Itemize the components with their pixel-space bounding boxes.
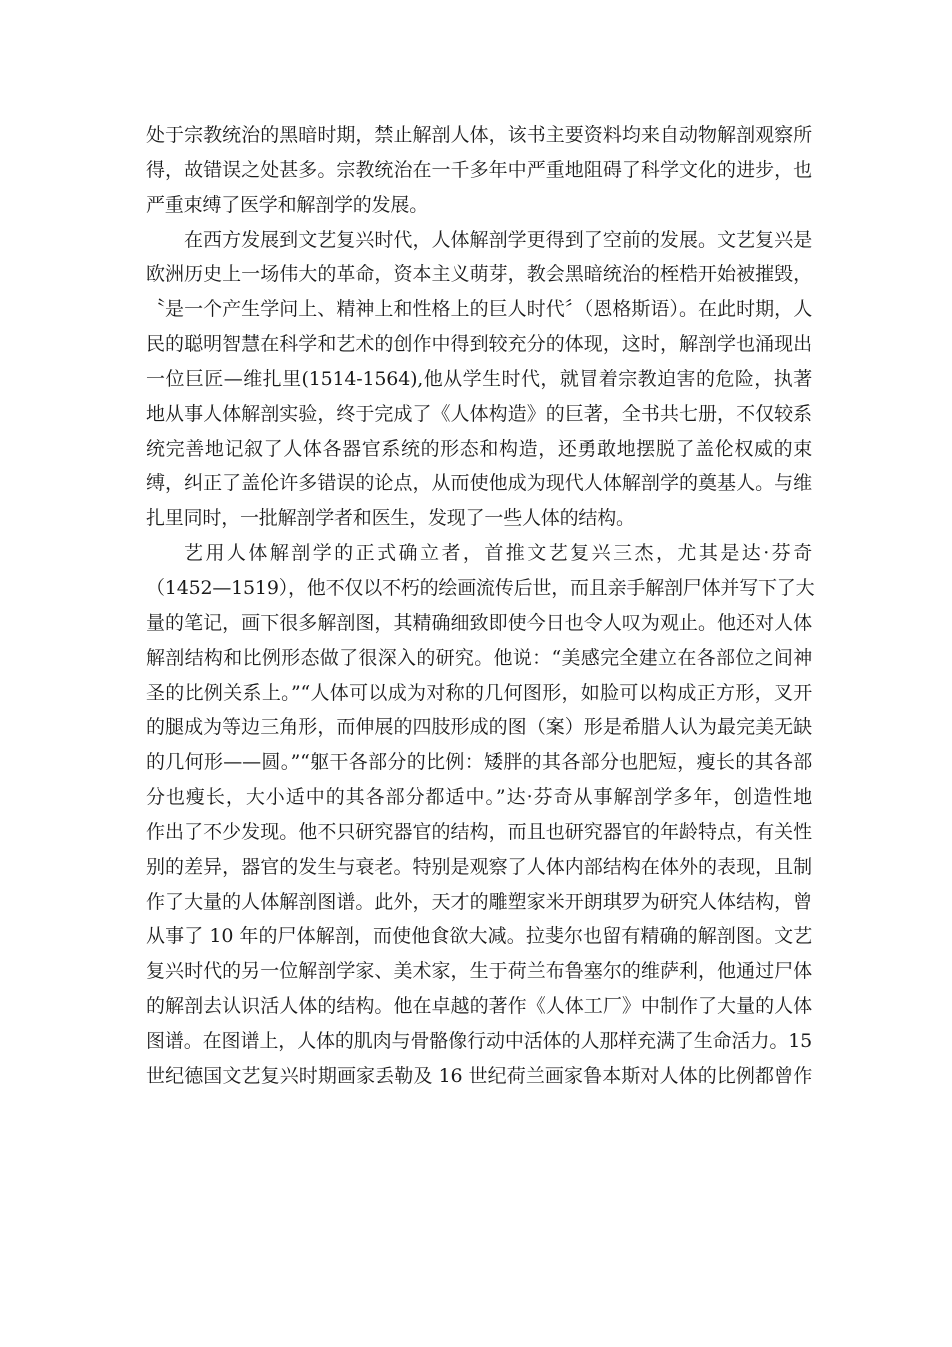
text-line: 世纪德国文艺复兴时期画家丢勒及 16 世纪荷兰画家鲁本斯对人体的比例都曾作	[146, 1064, 812, 1087]
text-line: 民的聪明智慧在科学和艺术的创作中得到较充分的体现，这时，解剖学也涌现出	[146, 333, 812, 356]
text-line: 作了大量的人体解剖图谱。此外，天才的雕塑家米开朗琪罗为研究人体结构，曾	[146, 890, 812, 913]
paragraph-first-line: 在西方发展到文艺复兴时代，人体解剖学更得到了空前的发展。文艺复兴是	[184, 228, 812, 251]
text-line: 复兴时代的另一位解剖学家、美术家，生于荷兰布鲁塞尔的维萨利，他通过尸体	[146, 960, 812, 983]
text-line: 图谱。在图谱上，人体的肌肉与骨骼像行动中活体的人那样充满了生命活力。15	[146, 1029, 812, 1052]
text-line: 〝是一个产生学问上、精神上和性格上的巨人时代〞（恩格斯语）。在此时期，人	[146, 298, 812, 321]
body-text	[146, 118, 815, 1094]
text-line: 从事了 10 年的尸体解剖，而使他食欲大减。拉斐尔也留有精确的解剖图。文艺	[146, 925, 812, 948]
text-line: 严重束缚了医学和解剖学的发展。	[146, 193, 429, 216]
text-line: 圣的比例关系上。”“人体可以成为对称的几何图形，如脸可以构成正方形，叉开	[146, 681, 812, 704]
text-line: 处于宗教统治的黑暗时期，禁止解剖人体，该书主要资料均来自动物解剖观察所	[146, 124, 812, 146]
text-line: 地从事人体解剖实验，终于完成了《人体构造》的巨著，全书共七册，不仅较系	[146, 402, 812, 425]
text-line: （1452—1519），他不仅以不朽的绘画流传后世，而且亲手解剖尸体并写下了大	[146, 576, 815, 599]
text-line: 欧洲历史上一场伟大的革命，资本主义萌芽，教会黑暗统治的桎梏开始被摧毁，	[146, 263, 812, 286]
text-line: 统完善地记叙了人体各器官系统的形态和构造，还勇敢地摆脱了盖伦权威的束	[146, 437, 812, 460]
text-line: 的腿成为等边三角形，而伸展的四肢形成的图（案）形是希腊人认为最完美无缺	[146, 716, 812, 739]
text-line: 的几何形——圆。”“躯干各部分的比例：矮胖的其各部分也肥短，瘦长的其各部	[146, 751, 812, 774]
text-line: 作出了不少发现。他不只研究器官的结构，而且也研究器官的年龄特点，有关性	[146, 820, 812, 843]
text-line: 的解剖去认识活人体的结构。他在卓越的著作《人体工厂》中制作了大量的人体	[146, 995, 812, 1018]
text-line: 量的笔记，画下很多解剖图，其精确细致即使今日也令人叹为观止。他还对人体	[146, 611, 812, 634]
text-line: 一位巨匠—维扎里(1514-1564),他从学生时代，就冒着宗教迫害的危险，执著	[146, 367, 812, 390]
text-line: 解剖结构和比例形态做了很深入的研究。他说：“美感完全建立在各部位之间神	[146, 646, 812, 669]
text-line: 分也瘦长，大小适中的其各部分都适中。”达·芬奇从事解剖学多年，创造性地	[146, 786, 812, 809]
text-line: 扎里同时，一批解剖学者和医生，发现了一些人体的结构。	[146, 507, 635, 530]
text-line: 缚，纠正了盖伦许多错误的论点，从而使他成为现代人体解剖学的奠基人。与维	[146, 472, 812, 495]
text-line: 得，故错误之处甚多。宗教统治在一千多年中严重地阻碍了科学文化的进步，也	[146, 158, 812, 181]
text-line: 别的差异，器官的发生与衰老。特别是观察了人体内部结构在体外的表现，且制	[146, 855, 812, 878]
paragraph-first-line: 艺用人体解剖学的正式确立者，首推文艺复兴三杰，尤其是达·芬奇	[184, 542, 812, 565]
